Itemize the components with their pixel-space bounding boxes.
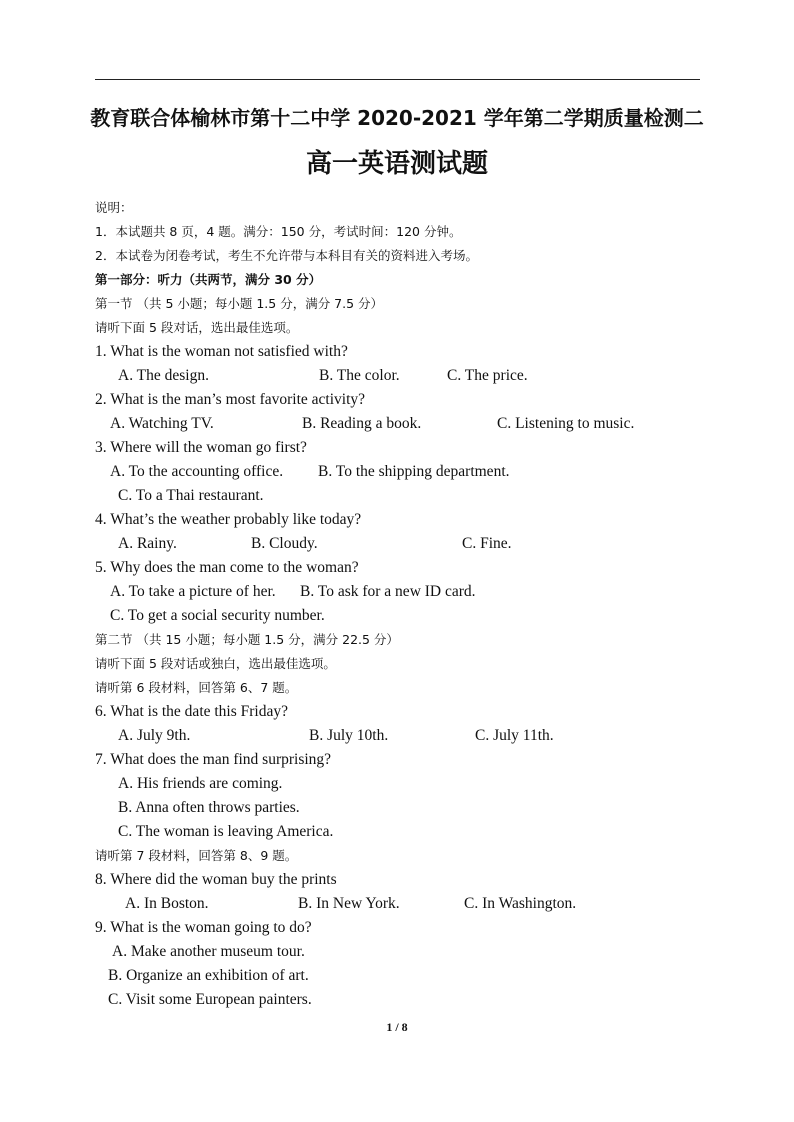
- note-item: 2．本试卷为闭卷考试，考生不允许带与本科目有关的资料进入考场。: [95, 248, 478, 263]
- question-stem: 6. What is the date this Friday?: [95, 703, 288, 720]
- option-b: B. Reading a book.: [302, 415, 422, 432]
- header-rule: [95, 79, 700, 80]
- option-a: A. Rainy.: [118, 535, 177, 552]
- page-number: 1 / 8: [386, 1020, 408, 1034]
- option-b: B. Cloudy.: [251, 535, 318, 552]
- option-a: A. Make another museum tour.: [112, 943, 305, 960]
- options-row: [95, 964, 715, 988]
- option-a: A. His friends are coming.: [118, 775, 283, 792]
- part1-heading: 第一部分：听力（共两节，满分 30 分）: [95, 272, 322, 287]
- option-c: C. Visit some European painters.: [108, 991, 312, 1008]
- question-stem: 2. What is the man’s most favorite activity?: [95, 391, 366, 408]
- option-c: C. To a Thai restaurant.: [118, 487, 264, 504]
- question-stem: 8. Where did the woman buy the prints: [95, 871, 337, 888]
- options-row: [95, 412, 715, 436]
- section1-heading: 第一节 （共 5 小题；每小题 1.5 分，满分 7.5 分）: [95, 296, 384, 311]
- option-c: C. To get a social security number.: [110, 607, 325, 624]
- options-row: [95, 892, 715, 916]
- option-b: B. Organize an exhibition of art.: [108, 967, 309, 984]
- option-a: A. Watching TV.: [110, 415, 214, 432]
- option-a: A. To the accounting office.: [110, 463, 284, 480]
- question-stem: 4. What’s the weather probably like today?: [95, 511, 362, 528]
- options-row: [95, 940, 715, 964]
- option-b: B. In New York.: [298, 895, 400, 912]
- options-row: [95, 820, 715, 844]
- option-c: C. The price.: [447, 367, 528, 384]
- question-stem: 3. Where will the woman go first?: [95, 439, 307, 456]
- exam-content: [95, 196, 715, 1012]
- option-a: A. July 9th.: [118, 727, 191, 744]
- option-b: B. Anna often throws parties.: [118, 799, 300, 816]
- options-row: [95, 772, 715, 796]
- note-item: 1．本试题共 8 页，4 题。满分：150 分，考试时间：120 分钟。: [95, 224, 462, 239]
- options-row: [95, 988, 715, 1012]
- option-c: C. July 11th.: [475, 727, 554, 744]
- section1-instruction: 请听下面 5 段对话，选出最佳选项。: [95, 320, 299, 335]
- options-row: [95, 460, 715, 484]
- exam-subtitle: 高一英语测试题: [305, 149, 488, 179]
- options-row: [95, 364, 715, 388]
- options-row: [95, 796, 715, 820]
- question-stem: 1. What is the woman not satisfied with?: [95, 343, 348, 360]
- section2-heading: 第二节 （共 15 小题；每小题 1.5 分，满分 22.5 分）: [95, 632, 399, 647]
- options-row: [95, 604, 715, 628]
- section2-instruction: 请听下面 5 段对话或独白，选出最佳选项。: [95, 656, 336, 671]
- notes-label: 说明：: [95, 200, 133, 215]
- material-6-note: 请听第 6 段材料，回答第 6、7 题。: [95, 680, 298, 695]
- question-stem: 9. What is the woman going to do?: [95, 919, 312, 936]
- option-c: C. Fine.: [462, 535, 512, 552]
- option-b: B. To the shipping department.: [318, 463, 510, 480]
- options-row: [95, 724, 715, 748]
- question-stem: 7. What does the man find surprising?: [95, 751, 332, 768]
- options-row: [95, 580, 715, 604]
- options-row: [95, 532, 715, 556]
- option-b: B. The color.: [319, 367, 400, 384]
- option-b: B. To ask for a new ID card.: [300, 583, 476, 600]
- question-stem: 5. Why does the man come to the woman?: [95, 559, 359, 576]
- option-c: C. The woman is leaving America.: [118, 823, 334, 840]
- option-a: A. The design.: [118, 367, 209, 384]
- option-a: A. In Boston.: [125, 895, 209, 912]
- option-a: A. To take a picture of her.: [110, 583, 276, 600]
- options-row: [95, 484, 715, 508]
- option-c: C. Listening to music.: [497, 415, 635, 432]
- material-7-note: 请听第 7 段材料，回答第 8、9 题。: [95, 848, 298, 863]
- exam-title: 教育联合体榆林市第十二中学 2020-2021 学年第二学期质量检测二: [90, 106, 704, 130]
- option-c: C. In Washington.: [464, 895, 577, 912]
- option-b: B. July 10th.: [309, 727, 389, 744]
